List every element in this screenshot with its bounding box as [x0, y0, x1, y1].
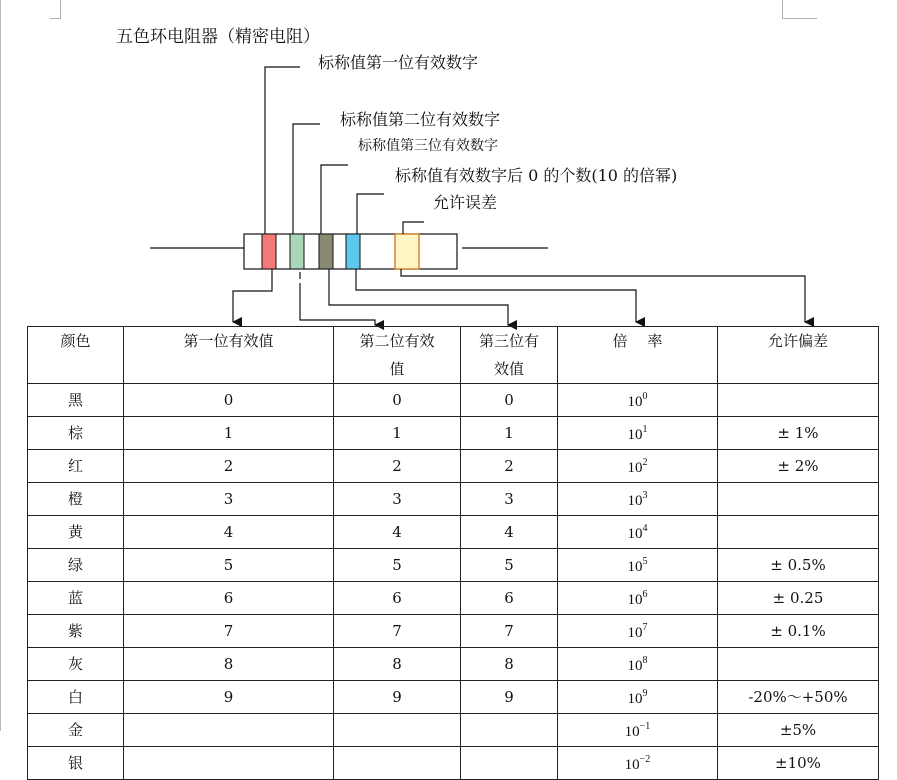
header-third-digit-line2: 效值 [493, 360, 524, 378]
header-multiplier: 倍 率 [558, 327, 718, 384]
cell-multiplier [558, 747, 718, 780]
cell-first-digit [124, 747, 334, 780]
cell-tolerance: ± 2% [718, 450, 879, 483]
header-second-digit-line1: 第二位有效 [359, 332, 435, 350]
cell-color-name: 红 [28, 450, 124, 483]
cell-color-name: 黑 [28, 384, 124, 417]
cell-color-name: 橙 [28, 483, 124, 516]
cell-color-name: 绿 [28, 549, 124, 582]
cell-second-digit: 1 [334, 417, 461, 450]
cell-third-digit: 8 [461, 648, 558, 681]
table-row [28, 714, 879, 747]
cell-first-digit: 8 [124, 648, 334, 681]
cell-first-digit: 0 [124, 384, 334, 417]
cell-second-digit: 5 [334, 549, 461, 582]
multiplier-base: 10 [627, 625, 643, 641]
multiplier-exponent: 0 [642, 391, 648, 402]
multiplier-base: 10 [627, 394, 643, 410]
cell-third-digit [461, 714, 558, 747]
leader-line-multiplier [357, 194, 384, 234]
cell-second-digit: 3 [334, 483, 461, 516]
cell-color-name: 白 [28, 681, 124, 714]
cell-first-digit: 7 [124, 615, 334, 648]
multiplier-exponent: 3 [642, 490, 648, 501]
table-row [28, 483, 879, 516]
cell-third-digit: 1 [461, 417, 558, 450]
cell-first-digit: 1 [124, 417, 334, 450]
cell-first-digit: 6 [124, 582, 334, 615]
cell-tolerance: ±10% [718, 747, 879, 780]
header-third-digit-line1: 第三位有 [478, 332, 539, 350]
leader-line-tolerance [403, 222, 424, 234]
multiplier-base: 10 [624, 757, 640, 773]
multiplier-exponent: 8 [642, 655, 648, 666]
cell-second-digit: 8 [334, 648, 461, 681]
multiplier-base: 10 [627, 559, 643, 575]
header-second-digit-line2: 值 [389, 360, 405, 378]
annotation-first-digit: 标称值第一位有效数字 [318, 53, 479, 72]
annotation-third-digit: 标称值第三位有效数字 [358, 138, 498, 154]
cell-color-name: 黄 [28, 516, 124, 549]
leader-line-first-digit [265, 67, 300, 234]
cell-multiplier [558, 714, 718, 747]
cell-multiplier [558, 417, 718, 450]
cell-color-name: 金 [28, 714, 124, 747]
cell-multiplier [558, 450, 718, 483]
color-code-table [27, 326, 879, 780]
cell-color-name: 蓝 [28, 582, 124, 615]
cell-tolerance: ± 0.1% [718, 615, 879, 648]
cell-tolerance: ± 1% [718, 417, 879, 450]
resistor-band-1 [262, 234, 276, 269]
annotation-second-digit: 标称值第二位有效数字 [340, 110, 501, 129]
cell-tolerance: ± 0.5% [718, 549, 879, 582]
table-row [28, 747, 879, 780]
cell-multiplier [558, 384, 718, 417]
cell-multiplier [558, 582, 718, 615]
annotation-multiplier: 标称值有效数字后 0 的个数(10 的倍幂) [395, 166, 678, 185]
cell-second-digit: 6 [334, 582, 461, 615]
cell-second-digit: 2 [334, 450, 461, 483]
cell-third-digit: 0 [461, 384, 558, 417]
cell-first-digit: 2 [124, 450, 334, 483]
cell-tolerance [718, 384, 879, 417]
arrow-second-digit [300, 283, 375, 325]
diagram-title: 五色环电阻器（精密电阻） [116, 27, 320, 47]
cell-third-digit [461, 747, 558, 780]
table-row [28, 681, 879, 714]
resistor-band-3 [319, 234, 333, 269]
cell-first-digit: 3 [124, 483, 334, 516]
cell-second-digit: 4 [334, 516, 461, 549]
multiplier-exponent: 1 [642, 424, 648, 435]
cell-second-digit [334, 747, 461, 780]
cell-third-digit: 2 [461, 450, 558, 483]
multiplier-exponent: 7 [642, 622, 648, 633]
table-row [28, 648, 879, 681]
cell-first-digit [124, 714, 334, 747]
cell-third-digit: 5 [461, 549, 558, 582]
cell-second-digit: 9 [334, 681, 461, 714]
cell-multiplier [558, 681, 718, 714]
multiplier-exponent: 4 [642, 523, 648, 534]
table-row [28, 516, 879, 549]
header-third-digit [461, 327, 558, 384]
multiplier-exponent: −2 [639, 754, 651, 765]
resistor-band-tolerance [395, 234, 419, 269]
cell-third-digit: 3 [461, 483, 558, 516]
multiplier-exponent: −1 [639, 721, 651, 732]
table-header-row [28, 327, 879, 384]
header-first-digit: 第一位有效值 [124, 327, 334, 384]
table-row [28, 384, 879, 417]
table-row [28, 549, 879, 582]
cell-tolerance [718, 483, 879, 516]
multiplier-exponent: 5 [642, 556, 648, 567]
multiplier-exponent: 2 [642, 457, 648, 468]
cell-first-digit: 4 [124, 516, 334, 549]
table-row [28, 450, 879, 483]
table-row [28, 582, 879, 615]
arrow-first-digit [233, 269, 272, 322]
multiplier-exponent: 9 [642, 688, 648, 699]
table-row [28, 615, 879, 648]
cell-tolerance: ±5% [718, 714, 879, 747]
header-color: 颜色 [28, 327, 124, 384]
multiplier-base: 10 [627, 493, 643, 509]
cell-multiplier [558, 648, 718, 681]
cell-color-name: 银 [28, 747, 124, 780]
header-tolerance: 允许偏差 [718, 327, 879, 384]
cell-first-digit: 9 [124, 681, 334, 714]
cell-second-digit [334, 714, 461, 747]
cell-second-digit: 7 [334, 615, 461, 648]
cell-tolerance: -20%～+50% [718, 681, 879, 714]
multiplier-base: 10 [627, 691, 643, 707]
cell-tolerance [718, 648, 879, 681]
cell-second-digit: 0 [334, 384, 461, 417]
cell-third-digit: 7 [461, 615, 558, 648]
table-body [28, 384, 879, 780]
multiplier-base: 10 [627, 658, 643, 674]
multiplier-base: 10 [627, 460, 643, 476]
cell-third-digit: 6 [461, 582, 558, 615]
cell-color-name: 紫 [28, 615, 124, 648]
cell-color-name: 灰 [28, 648, 124, 681]
cell-first-digit: 5 [124, 549, 334, 582]
multiplier-base: 10 [627, 592, 643, 608]
cell-multiplier [558, 615, 718, 648]
header-second-digit [334, 327, 461, 384]
multiplier-exponent: 6 [642, 589, 648, 600]
arrow-tolerance [401, 269, 805, 322]
resistor-band-multiplier [346, 234, 360, 269]
multiplier-base: 10 [624, 724, 640, 740]
cell-multiplier [558, 483, 718, 516]
resistor-band-2 [290, 234, 304, 269]
leader-line-second-digit [293, 124, 320, 234]
annotation-tolerance: 允许误差 [433, 193, 498, 212]
cell-third-digit: 4 [461, 516, 558, 549]
cell-tolerance [718, 516, 879, 549]
table-row [28, 417, 879, 450]
leader-line-third-digit [321, 165, 348, 234]
multiplier-base: 10 [627, 427, 643, 443]
cell-color-name: 棕 [28, 417, 124, 450]
multiplier-base: 10 [627, 526, 643, 542]
cell-multiplier [558, 516, 718, 549]
cell-multiplier [558, 549, 718, 582]
cell-third-digit: 9 [461, 681, 558, 714]
arrow-multiplier [356, 269, 636, 322]
cell-tolerance: ± 0.25 [718, 582, 879, 615]
